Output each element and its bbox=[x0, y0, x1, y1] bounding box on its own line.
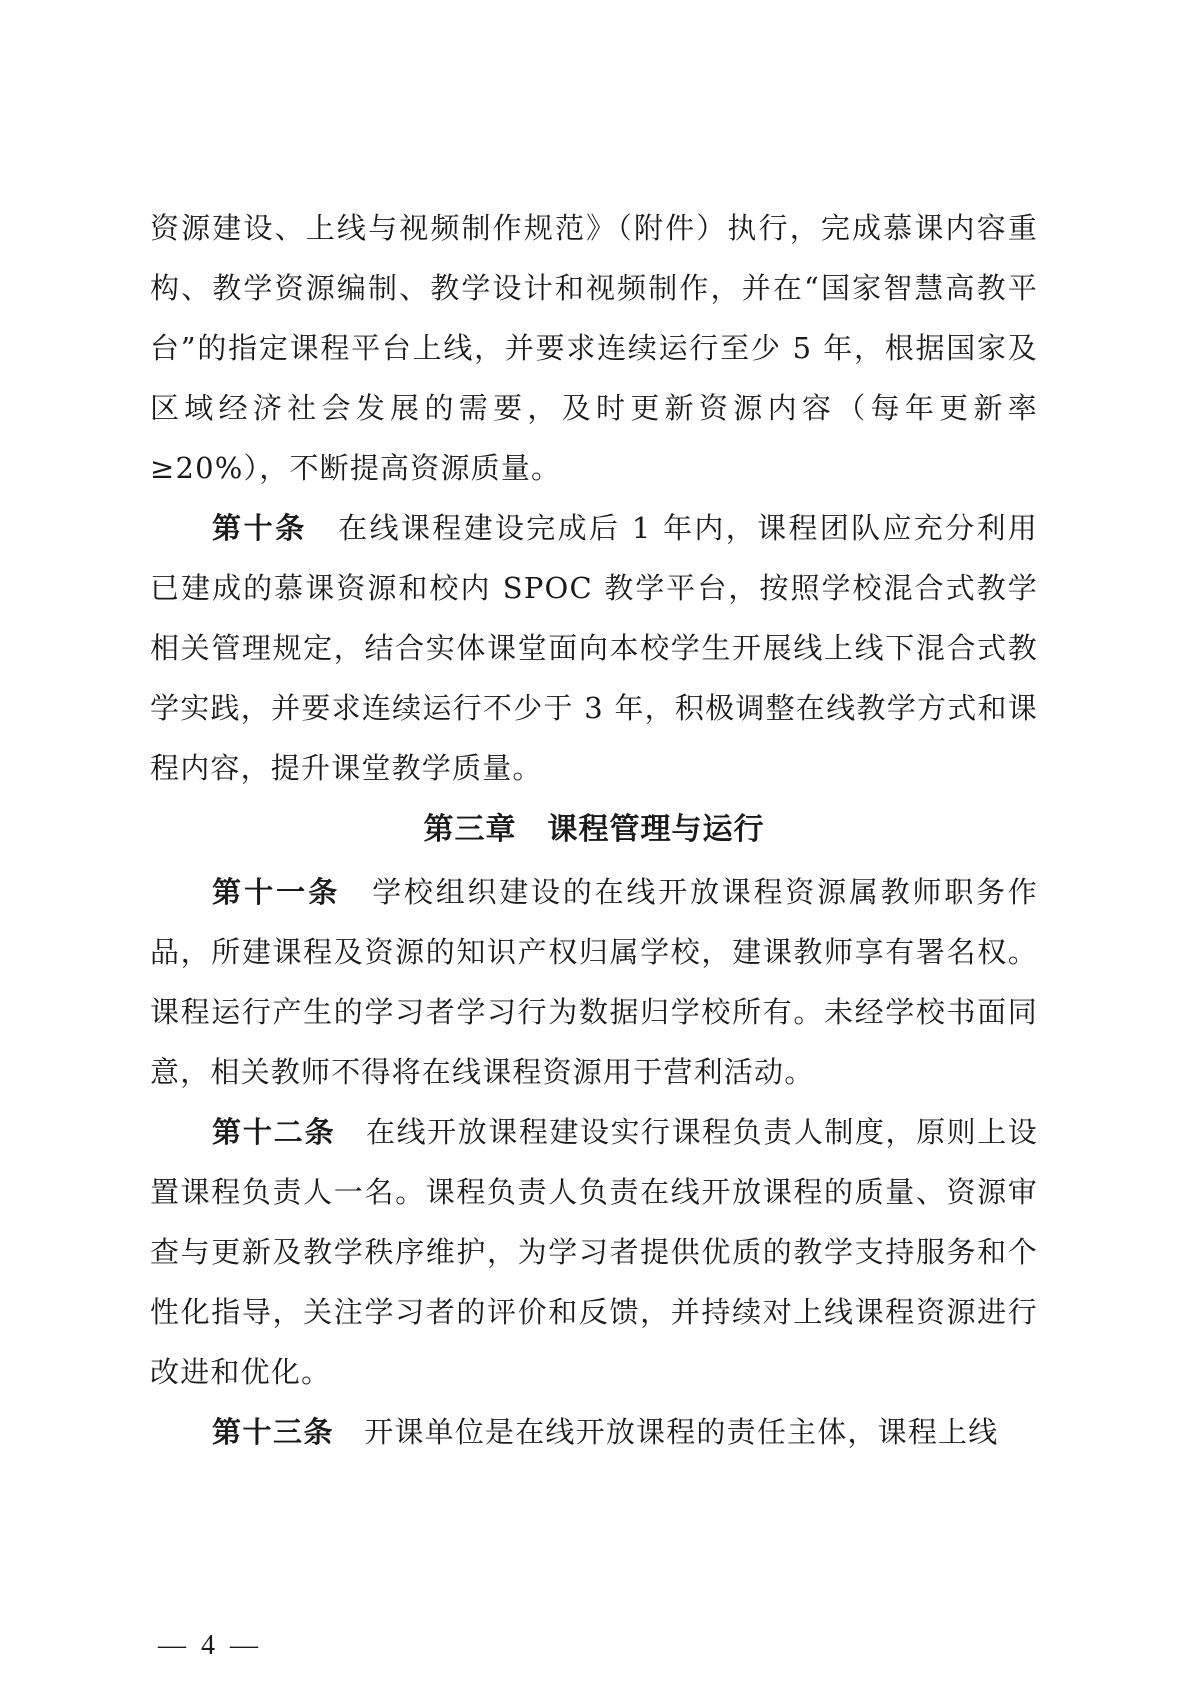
article-10-paragraph bbox=[150, 498, 1038, 798]
document-page bbox=[150, 198, 1038, 1462]
chapter-title: 第三章 课程管理与运行 bbox=[423, 812, 765, 847]
article-number: 第十条 bbox=[212, 511, 307, 545]
article-number: 第十二条 bbox=[212, 1115, 336, 1149]
paragraph-text: 资源建设、上线与视频制作规范》（附件）执行，完成慕课内容重构、教学资源编制、教学设计和视频制作，并在“国家智慧高教平台”的指定课程平台上线，并要求连续运行至少 5 年，根据国家及区域经济社会发展的需要，及时更新资源内容（每年更新率≥20%），不断提高资源质量。 bbox=[150, 211, 1038, 485]
article-13-paragraph bbox=[150, 1402, 1038, 1462]
article-number: 第十三条 bbox=[212, 1415, 335, 1449]
paragraph-continuation bbox=[150, 198, 1038, 498]
article-number: 第十一条 bbox=[212, 875, 341, 909]
paragraph-text: 开课单位是在线开放课程的责任主体，课程上线 bbox=[364, 1415, 999, 1449]
paragraph-text: 在线课程建设完成后 1 年内，课程团队应充分利用已建成的慕课资源和校内 SPOC 教学平台，按照学校混合式教学相关管理规定，结合实体课堂面向本校学生开展线上线下混合式教学实践，并要求连续运行不少于 3 年，积极调整在线教学方式和课程内容，提升课堂教学质量。 bbox=[150, 511, 1038, 785]
paragraph-text: 学校组织建设的在线开放课程资源属教师职务作品，所建课程及资源的知识产权归属学校，建课教师享有署名权。课程运行产生的学习者学习行为数据归学校所有。未经学校书面同意，相关教师不得将在线课程资源用于营利活动。 bbox=[150, 875, 1038, 1089]
page-number: — 4 — bbox=[158, 1630, 262, 1661]
paragraph-text: 在线开放课程建设实行课程负责人制度，原则上设置课程负责人一名。课程负责人负责在线开放课程的质量、资源审查与更新及教学秩序维护，为学习者提供优质的教学支持服务和个性化指导，关注学习者的评价和反馈，并持续对上线课程资源进行改进和优化。 bbox=[150, 1115, 1038, 1389]
article-12-paragraph bbox=[150, 1102, 1038, 1402]
article-11-paragraph bbox=[150, 862, 1038, 1102]
